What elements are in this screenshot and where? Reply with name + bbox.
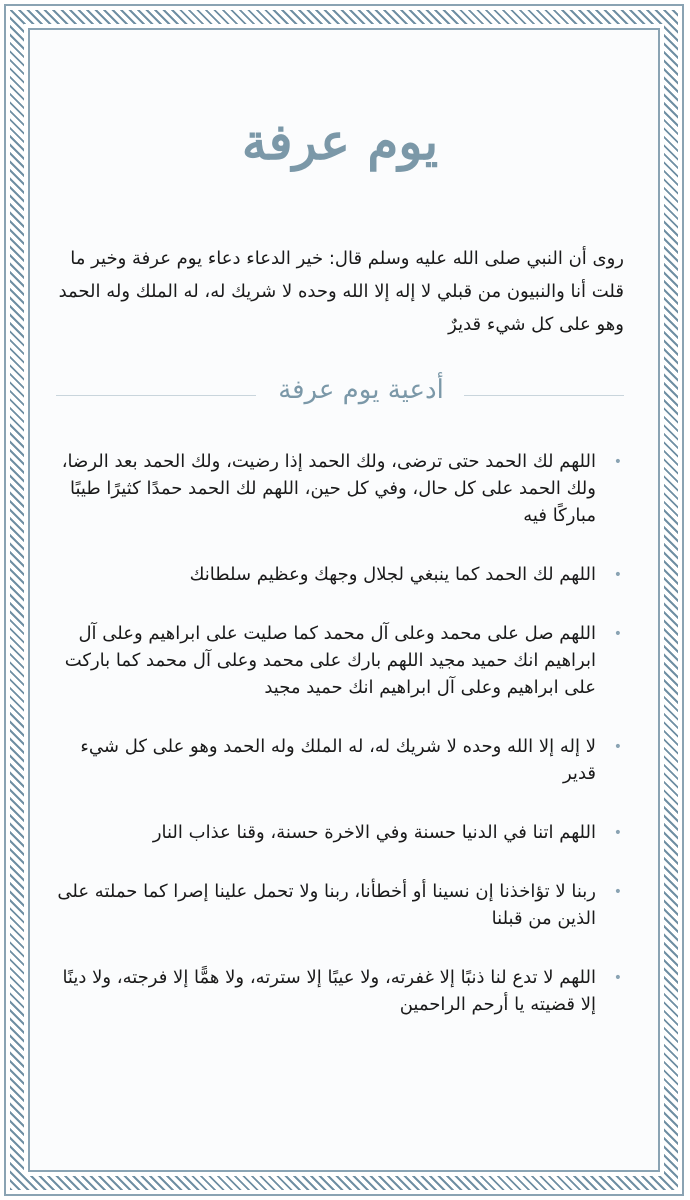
page-content: [56, 40, 624, 1150]
dua-item: [56, 448, 624, 529]
dua-item: [56, 964, 624, 1018]
section-heading: [56, 375, 624, 415]
dua-text: اللهم اتنا في الدنيا حسنة وفي الاخرة حسنة، وقنا عذاب النار: [152, 822, 596, 843]
page-title: يوم عرفة: [241, 112, 439, 171]
heading-divider-right: [464, 395, 624, 396]
dua-text: اللهم لك الحمد كما ينبغي لجلال وجهك وعظيم سلطانك: [189, 564, 596, 585]
dua-text: لا إله إلا الله وحده لا شريك له، له الملك وله الحمد وهو على كل شيء قدير: [80, 736, 596, 784]
duas-list: [56, 448, 624, 1050]
dua-text: اللهم لك الحمد حتى ترضى، ولك الحمد إذا رضيت، ولك الحمد بعد الرضا، ولك الحمد على كل حال، وفي كل حين، اللهم لك الحمد حمدًا كثيرًا طيبًا مباركًا فيه: [61, 451, 596, 526]
dua-item: [56, 878, 624, 932]
bullet-icon: •: [613, 739, 622, 755]
dua-text: ربنا لا تؤاخذنا إن نسينا أو أخطأنا، ربنا ولا تحمل علينا إصرا كما حملته على الذين من قبلنا: [57, 881, 596, 929]
bullet-icon: •: [613, 626, 622, 642]
bullet-icon: •: [613, 454, 622, 470]
intro-hadith: روى أن النبي صلى الله عليه وسلم قال: خير الدعاء دعاء يوم عرفة وخير ما قلت أنا والنبيون من قبلي لا إله إلا الله وحده لا شريك له، له الملك وله الحمد وهو على كل شيء قديرٌ: [58, 248, 624, 335]
heading-divider-left: [56, 395, 256, 396]
dua-text: اللهم صل على محمد وعلى آل محمد كما صليت على ابراهيم وعلى آل ابراهيم انك حميد مجيد اللهم بارك على محمد وعلى آل محمد كما باركت على ابراهيم وعلى آل ابراهيم انك حميد مجيد: [64, 623, 596, 698]
section-title: أدعية يوم عرفة: [278, 375, 444, 405]
dua-text: اللهم لا تدع لنا ذنبًا إلا غفرته، ولا عيبًا إلا سترته، ولا همًّا إلا فرجته، ولا دينًا إلا قضيته يا أرحم الراحمين: [62, 967, 596, 1015]
bullet-icon: •: [613, 567, 622, 583]
bullet-icon: •: [613, 884, 622, 900]
dua-item: [56, 561, 624, 588]
dua-item: [56, 819, 624, 846]
bullet-icon: •: [613, 825, 622, 841]
dua-item: [56, 620, 624, 701]
dua-item: [56, 733, 624, 787]
bullet-icon: •: [613, 970, 622, 986]
